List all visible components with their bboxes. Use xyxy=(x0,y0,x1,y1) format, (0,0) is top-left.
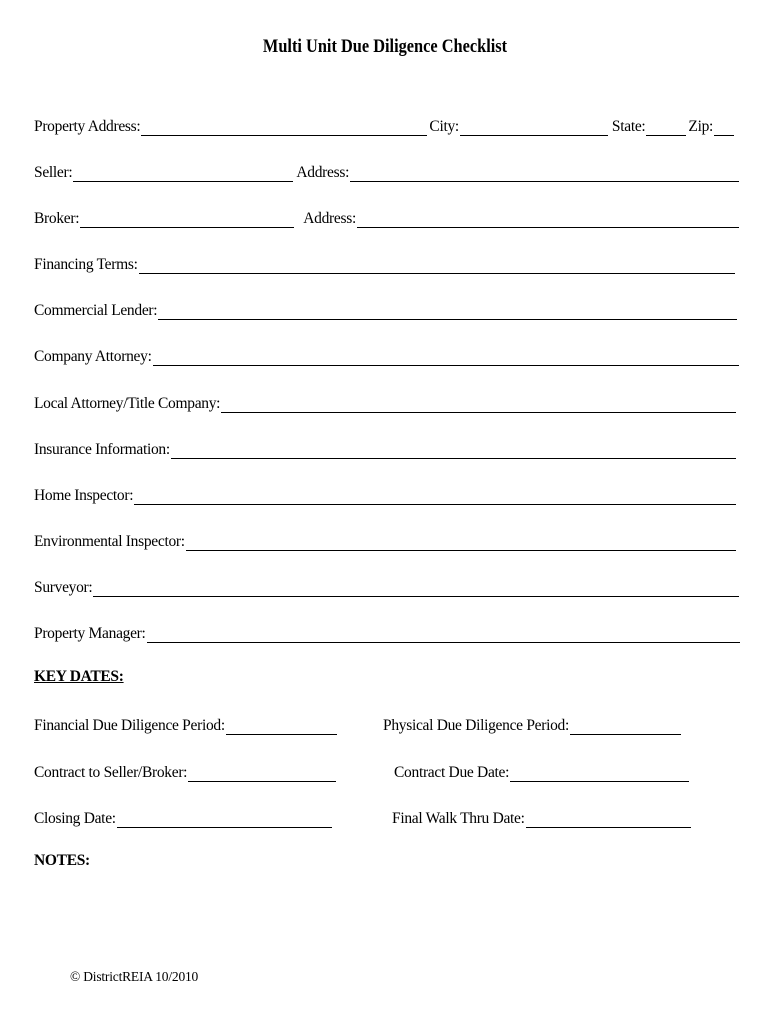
property-address-field[interactable] xyxy=(141,117,427,136)
home-inspector-label: Home Inspector: xyxy=(34,487,134,504)
home-inspector-field[interactable] xyxy=(134,486,736,505)
financial-due-diligence-field[interactable] xyxy=(226,716,337,735)
city-label: City: xyxy=(429,118,459,135)
local-attorney-row xyxy=(34,389,736,413)
physical-due-diligence-field[interactable] xyxy=(570,716,681,735)
zip-field[interactable] xyxy=(714,117,734,136)
seller-row xyxy=(34,158,739,182)
environmental-inspector-field[interactable] xyxy=(186,532,736,551)
financing-terms-field[interactable] xyxy=(139,255,735,274)
broker-address-label: Address: xyxy=(303,210,356,227)
page-title: Multi Unit Due Diligence Checklist xyxy=(262,36,508,57)
key-dates-heading: KEY DATES: xyxy=(34,668,124,685)
contract-due-date-label: Contract Due Date: xyxy=(394,764,510,781)
financing-terms-row xyxy=(34,250,735,274)
closing-date-label: Closing Date: xyxy=(34,810,116,827)
financing-terms-label: Financing Terms: xyxy=(34,256,138,273)
local-attorney-label: Local Attorney/Title Company: xyxy=(34,395,221,412)
zip-label: Zip: xyxy=(688,118,714,135)
physical-due-diligence-row xyxy=(383,711,681,735)
property-manager-field[interactable] xyxy=(147,624,740,643)
state-field[interactable] xyxy=(646,117,686,136)
copyright-footer: © DistrictREIA 10/2010 xyxy=(70,969,199,984)
closing-date-field[interactable] xyxy=(117,809,332,828)
seller-address-label: Address: xyxy=(296,164,350,181)
surveyor-field[interactable] xyxy=(93,578,739,597)
commercial-lender-field[interactable] xyxy=(158,301,737,320)
broker-label: Broker: xyxy=(34,210,80,227)
company-attorney-field[interactable] xyxy=(153,347,739,366)
contract-to-seller-label: Contract to Seller/Broker: xyxy=(34,764,188,781)
company-attorney-row xyxy=(34,342,739,366)
property-manager-row xyxy=(34,619,740,643)
financial-due-diligence-label: Financial Due Diligence Period: xyxy=(34,717,225,734)
property-address-row xyxy=(34,112,734,136)
city-field[interactable] xyxy=(460,117,608,136)
surveyor-label: Surveyor: xyxy=(34,579,93,596)
contract-due-date-row xyxy=(394,758,689,782)
commercial-lender-row xyxy=(34,296,737,320)
final-walk-thru-row xyxy=(392,804,691,828)
insurance-information-label: Insurance Information: xyxy=(34,441,170,458)
state-label: State: xyxy=(611,118,646,135)
seller-label: Seller: xyxy=(34,164,73,181)
commercial-lender-label: Commercial Lender: xyxy=(34,302,158,319)
environmental-inspector-row xyxy=(34,527,736,551)
broker-address-field[interactable] xyxy=(357,209,739,228)
closing-date-row xyxy=(34,804,332,828)
financial-due-diligence-row xyxy=(34,711,337,735)
seller-field[interactable] xyxy=(73,163,293,182)
insurance-information-row xyxy=(34,435,736,459)
property-manager-label: Property Manager: xyxy=(34,625,146,642)
contract-due-date-field[interactable] xyxy=(510,763,689,782)
seller-address-field[interactable] xyxy=(350,163,739,182)
home-inspector-row xyxy=(34,481,736,505)
insurance-information-field[interactable] xyxy=(171,440,736,459)
physical-due-diligence-label: Physical Due Diligence Period: xyxy=(383,717,569,734)
company-attorney-label: Company Attorney: xyxy=(34,348,152,365)
broker-field[interactable] xyxy=(80,209,294,228)
final-walk-thru-label: Final Walk Thru Date: xyxy=(392,810,525,827)
surveyor-row xyxy=(34,573,739,597)
notes-heading: NOTES: xyxy=(34,852,90,869)
broker-row xyxy=(34,204,739,228)
local-attorney-field[interactable] xyxy=(221,394,736,413)
property-address-label: Property Address: xyxy=(34,118,141,135)
environmental-inspector-label: Environmental Inspector: xyxy=(34,533,185,550)
final-walk-thru-field[interactable] xyxy=(526,809,691,828)
contract-to-seller-field[interactable] xyxy=(188,763,336,782)
contract-to-seller-row xyxy=(34,758,336,782)
